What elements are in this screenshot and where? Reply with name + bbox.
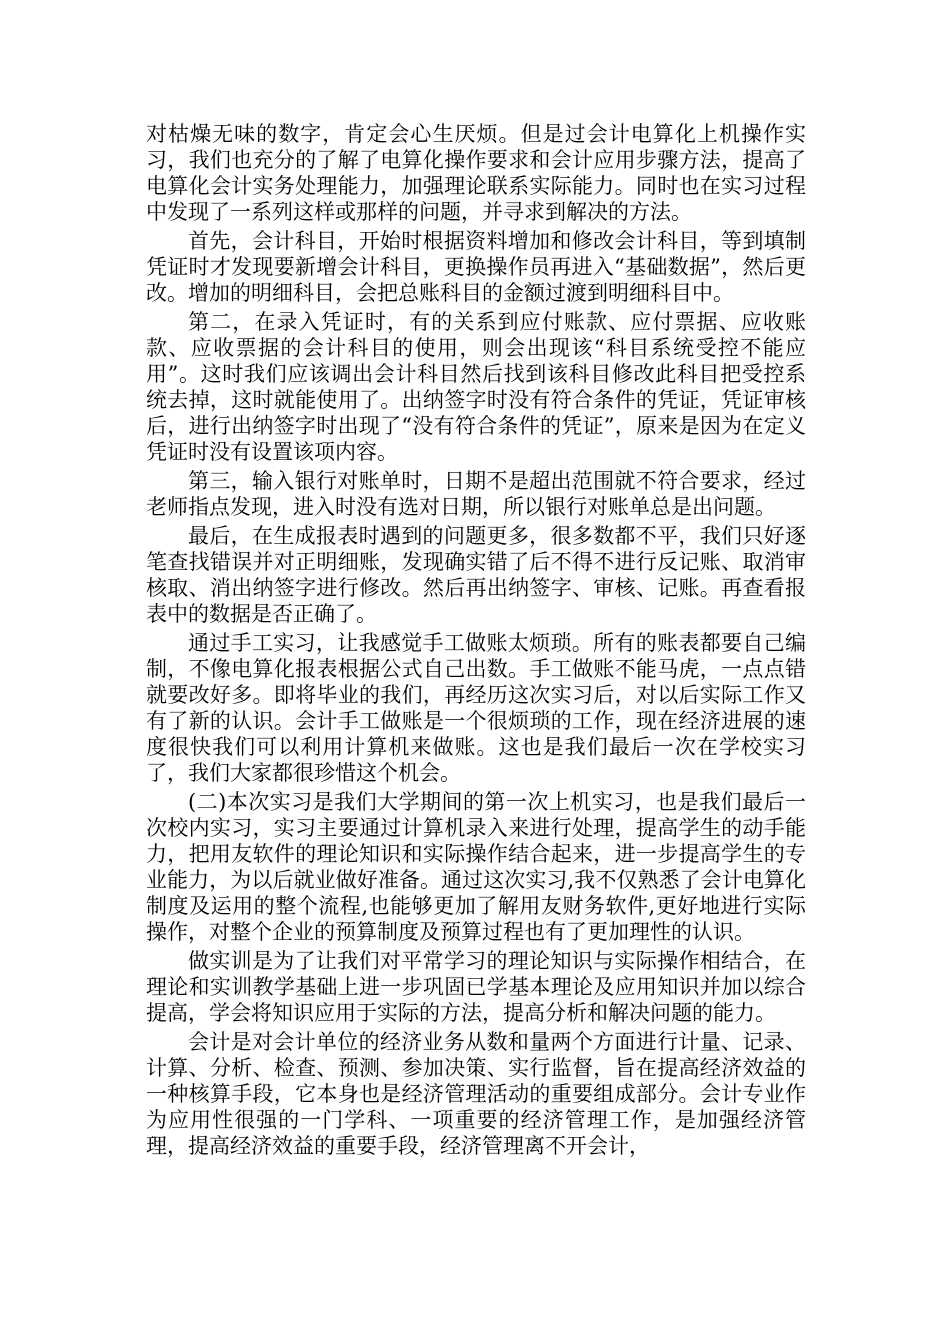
paragraph-first-issue: 首先，会计科目，开始时根据资料增加和修改会计科目，等到填制凭证时才发现要新增会计科目，更换操作员再进入“基础数据”，然后更改。增加的明细科目，会把总账科目的金额过渡到明细科目中。 bbox=[146, 229, 806, 305]
paragraph-section-two: (二)本次实习是我们大学期间的第一次上机实习，也是我们最后一次校内实习，实习主要通过计算机录入来进行处理，提高学生的动手能力，把用友软件的理论知识和实际操作结合起来，进一步提高学生的专业能力，为以后就业做好准备。通过这次实习,我不仅熟悉了会计电算化制度及运用的整个流程,也能够更加了解用友财务软件,更好地进行实际操作，对整个企业的预算制度及预算过程也有了更加理性的认识。 bbox=[146, 790, 806, 944]
paragraph-third-issue: 第三，输入银行对账单时，日期不是超出范围就不符合要求，经过老师指点发现，进入时没有选对日期，所以银行对账单总是出问题。 bbox=[146, 469, 806, 519]
document-body bbox=[146, 121, 806, 1162]
paragraph-continuation: 对枯燥无味的数字，肯定会心生厌烦。但是过会计电算化上机操作实习，我们也充分的了解了电算化操作要求和会计应用步骤方法，提高了电算化会计实务处理能力，加强理论联系实际能力。同时也在实习过程中发现了一系列这样或那样的问题，并寻求到解决的方法。 bbox=[146, 122, 806, 224]
paragraph-training-purpose: 做实训是为了让我们对平常学习的理论知识与实际操作相结合，在理论和实训教学基础上进一步巩固已学基本理论及应用知识并加以综合提高，学会将知识应用于实际的方法，提高分析和解决问题的能力。 bbox=[146, 949, 806, 1025]
paragraph-accounting-definition: 会计是对会计单位的经济业务从数和量两个方面进行计量、记录、计算、分析、检查、预测、参加决策、实行监督，旨在提高经济效益的一种核算手段，它本身也是经济管理活动的重要组成部分。会计专业作为应用性很强的一门学科、一项重要的经济管理工作，是加强经济管理，提高经济效益的重要手段，经济管理离不开会计， bbox=[146, 1030, 806, 1158]
paragraph-manual-practice: 通过手工实习，让我感觉手工做账太烦琐。所有的账表都要自己编制，不像电算化报表根据公式自己出数。手工做账不能马虎，一点点错就要改好多。即将毕业的我们，再经历这次实习后，对以后实际工作又有了新的认识。会计手工做账是一个很烦琐的工作，现在经济进展的速度很快我们可以利用计算机来做账。这也是我们最后一次在学校实习了，我们大家都很珍惜这个机会。 bbox=[146, 631, 806, 785]
paragraph-second-issue: 第二，在录入凭证时，有的关系到应付账款、应付票据、应收账款、应收票据的会计科目的使用，则会出现该“科目系统受控不能应用”。这时我们应该调出会计科目然后找到该科目修改此科目把受控系统去掉，这时就能使用了。出纳签字时没有符合条件的凭证，凭证审核后，进行出纳签字时出现了“没有符合条件的凭证”，原来是因为在定义凭证时没有设置该项内容。 bbox=[146, 310, 806, 464]
paragraph-last-issue: 最后，在生成报表时遇到的问题更多，很多数都不平，我们只好逐笔查找错误并对正明细账，发现确实错了后不得不进行反记账、取消审核取、消出纳签字进行修改。然后再出纳签字、审核、记账。再查看报表中的数据是否正确了。 bbox=[146, 524, 806, 626]
